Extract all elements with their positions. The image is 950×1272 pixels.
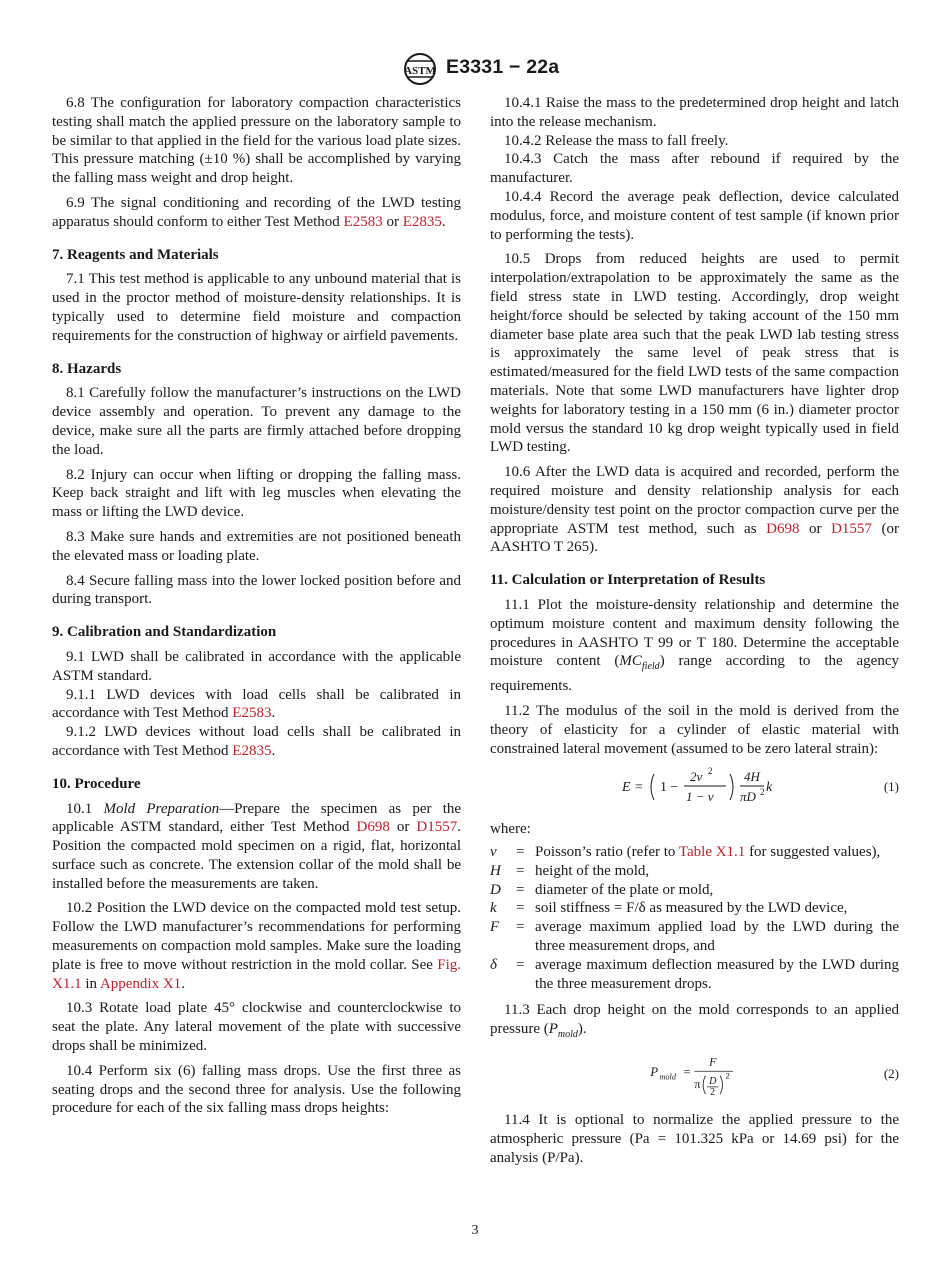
svg-text:k: k bbox=[766, 780, 773, 796]
page-header bbox=[0, 52, 950, 86]
svg-text:1 − v: 1 − v bbox=[686, 789, 714, 805]
svg-text:4H: 4H bbox=[744, 769, 760, 785]
svg-text:ASTM: ASTM bbox=[404, 65, 436, 77]
para-10-4-1: 10.4.1 Raise the mass to the predetermined drop height and latch into the release mechanism. bbox=[490, 95, 899, 130]
link-appendix-x1[interactable]: Appendix X1 bbox=[99, 975, 182, 992]
where-label: where: bbox=[490, 821, 531, 838]
svg-text:2: 2 bbox=[710, 1087, 716, 1098]
standard-designation: E3331 − 22a bbox=[446, 56, 560, 78]
link-e2583[interactable]: E2583 bbox=[343, 213, 383, 230]
link-d698[interactable]: D698 bbox=[356, 819, 390, 836]
para-11-3: 11.3 Each drop height on the mold corresponds to an applied pressure $(P_{mold})$. bbox=[490, 1002, 899, 1041]
para-10-3: 10.3 Rotate load plate 45° clockwise and counterclockwise to seat the plate. Any lateral movement of the plate with successive drops shall be minimized. bbox=[52, 1000, 461, 1055]
para-9-1: 9.1 LWD shall be calibrated in accordance with the applicable ASTM standard. bbox=[52, 648, 461, 684]
definition-row: H = height of the mold, bbox=[490, 862, 650, 879]
section-8-heading: 8. Hazards bbox=[52, 360, 122, 377]
svg-text:=: = bbox=[683, 1064, 691, 1079]
definition-row: k = soil stiffness = F/δ as measured by the LWD device, bbox=[490, 900, 848, 917]
para-6-9: 6.9 The signal conditioning and recording of the LWD testing apparatus should conform to either Test Method E2583 or E2835. bbox=[52, 194, 461, 230]
link-d698[interactable]: D698 bbox=[766, 520, 800, 537]
svg-text:1 −: 1 − bbox=[660, 780, 679, 796]
para-8-2: 8.2 Injury can occur when lifting or dropping the falling mass. Keep back straight and lift with leg muscles when elevating the mass or lifting the LWD device. bbox=[52, 466, 461, 521]
para-7-1: 7.1 This test method is applicable to any unbound material that is used in the proctor method of moisture-density relationships. It is typically used to determine field moisture and compaction requirements for the construction of highway or airfield pavements. bbox=[52, 271, 461, 344]
definition-row: F = average maximum applied load by the LWD during the three measurement drops, and bbox=[490, 919, 899, 955]
svg-text:D: D bbox=[709, 1076, 717, 1088]
equation-2-formula bbox=[644, 1051, 754, 1097]
link-table-x1-1[interactable]: Table X1.1 bbox=[678, 844, 746, 861]
link-e2583[interactable]: E2583 bbox=[232, 705, 272, 722]
para-11-1: 11.1 Plot the moisture-density relationship and determine the optimum moisture content and maximum density following the procedures in AASHTO T 99 or T 180. Determine the acceptable moisture content $(MC_{field})$ range according to the agency requirements. bbox=[490, 596, 899, 695]
section-7-heading: 7. Reagents and Materials bbox=[52, 246, 219, 263]
para-10-4: 10.4 Perform six (6) falling mass drops. Use the first three as seating drops and the second three for analysis. Use the following procedure for each of the six falling mass drops heights: bbox=[52, 1062, 461, 1117]
svg-text:2: 2 bbox=[708, 766, 713, 777]
link-d1557[interactable]: D1557 bbox=[416, 819, 458, 836]
equation-2-number: (2) bbox=[883, 1066, 899, 1082]
para-10-5: 10.5 Drops from reduced heights are used to permit interpolation/extrapolation to be approximately the same as the field stress state in LWD testing. Accordingly, drop weight height/force should be selected by taking account of the 150 mm diameter base plate area such that the peak LWD lab testing stress is approximately the same level of peak stress that is estimated/measured for the field LWD tests of the same compaction materials. Note that some LWD manufacturers have lighter drop weights for laboratory testing in a 150 mm (6 in.) diameter proctor mold versus the standard 10 kg drop weight typically used in field LWD testing. bbox=[490, 251, 899, 456]
para-10-1: 10.1 Mold Preparation—Prepare the specimen as per the applicable ASTM standard, either Test Method D698 or D1557. Position the compacted mold specimen on a rigid, flat, horizontal surface such as concrete. The extension collar of the mold shall be installed before the measurements are taken. bbox=[52, 800, 462, 892]
equation-2 bbox=[490, 1051, 899, 1101]
variable-definitions bbox=[490, 843, 899, 993]
left-column bbox=[52, 94, 461, 1124]
link-e2835[interactable]: E2835 bbox=[232, 742, 272, 759]
svg-text:F: F bbox=[709, 1054, 717, 1069]
para-11-2: 11.2 The modulus of the soil in the mold is derived from the theory of elasticity for a cylinder of elastic material with constrained lateral movement (assumed to be zero lateral strain): bbox=[490, 702, 899, 757]
link-e2835[interactable]: E2835 bbox=[402, 213, 442, 230]
para-8-3: 8.3 Make sure hands and extremities are not positioned beneath the elevated mass or loading plate. bbox=[52, 528, 461, 564]
para-10-2: 10.2 Position the LWD device on the compacted mold test setup. Follow the LWD manufacturer’s recommendations for performing measurements on compaction mold samples. Make sure the loading plate is free to move without restriction in the mold collar. See Fig. X1.1 in Appendix X1. bbox=[52, 900, 461, 992]
equation-1-formula bbox=[622, 764, 822, 810]
section-11-heading: 11. Calculation or Interpretation of Results bbox=[490, 572, 766, 589]
svg-text:E =: E = bbox=[622, 780, 644, 796]
svg-text:2: 2 bbox=[725, 1071, 730, 1081]
svg-text:P: P bbox=[650, 1064, 659, 1079]
para-11-4: 11.4 It is optional to normalize the applied pressure to the atmospheric pressure (Pa = 101.325 kPa or 14.69 psi) for the analysis (P/Pa). bbox=[490, 1112, 899, 1166]
svg-text:π: π bbox=[694, 1076, 701, 1091]
link-fig-x1-1[interactable]: Fig. X1.1 bbox=[52, 956, 461, 992]
equation-1 bbox=[490, 764, 899, 810]
astm-logo-icon bbox=[402, 52, 438, 86]
equation-1-number: (1) bbox=[883, 779, 899, 795]
para-6-8: 6.8 The configuration for laboratory compaction characteristics testing shall match the applied pressure on the laboratory sample to be similar to that applied in the field for the various load plate sizes. This pressure matching (±10 %) shall be accomplished by varying the falling mass weight and drop height. bbox=[52, 95, 461, 187]
definition-row: D = diameter of the plate or mold, bbox=[490, 881, 714, 898]
para-10-4-2: 10.4.2 Release the mass to fall freely. bbox=[504, 132, 729, 149]
section-10-heading: 10. Procedure bbox=[52, 775, 141, 792]
para-10-6: 10.6 After the LWD data is acquired and recorded, perform the required moisture and density relationship analysis for each moisture/density test point on the proctor compaction curve per the appropriate ASTM test method, such as D698 or D1557 (or AASHTO T 265). bbox=[490, 464, 899, 556]
para-9-1-2: 9.1.2 LWD devices without load cells shall be calibrated in accordance with Test Method E2835. bbox=[52, 724, 461, 759]
svg-text:mold: mold bbox=[659, 1072, 676, 1082]
para-8-1: 8.1 Carefully follow the manufacturer’s instructions on the LWD device assembly and operation. To prevent any damage to the device, make sure all the parts are firmly attached before dropping the load. bbox=[52, 385, 461, 458]
svg-text:2: 2 bbox=[760, 787, 765, 798]
para-8-4: 8.4 Secure falling mass into the lower locked position before and during transport. bbox=[52, 572, 461, 608]
right-column bbox=[490, 94, 899, 1173]
link-d1557[interactable]: D1557 bbox=[831, 520, 872, 537]
para-9-1-1: 9.1.1 LWD devices with load cells shall be calibrated in accordance with Test Method E2583. bbox=[52, 686, 461, 722]
page-number: 3 bbox=[471, 1223, 479, 1238]
section-9-heading: 9. Calibration and Standardization bbox=[52, 624, 277, 641]
para-10-4-4: 10.4.4 Record the average peak deflection, device calculated modulus, force, and moisture content of test sample (if known prior to performing the tests). bbox=[490, 188, 899, 243]
svg-text:πD: πD bbox=[740, 789, 756, 805]
svg-text:2v: 2v bbox=[690, 769, 703, 785]
para-10-4-3: 10.4.3 Catch the mass after rebound if required by the manufacturer. bbox=[490, 151, 899, 187]
definition-row: v = Poisson’s ratio (refer to Table X1.1 for suggested values), bbox=[490, 844, 881, 861]
definition-row: δ = average maximum deflection measured by the LWD during the three measurement drops. bbox=[490, 956, 899, 992]
